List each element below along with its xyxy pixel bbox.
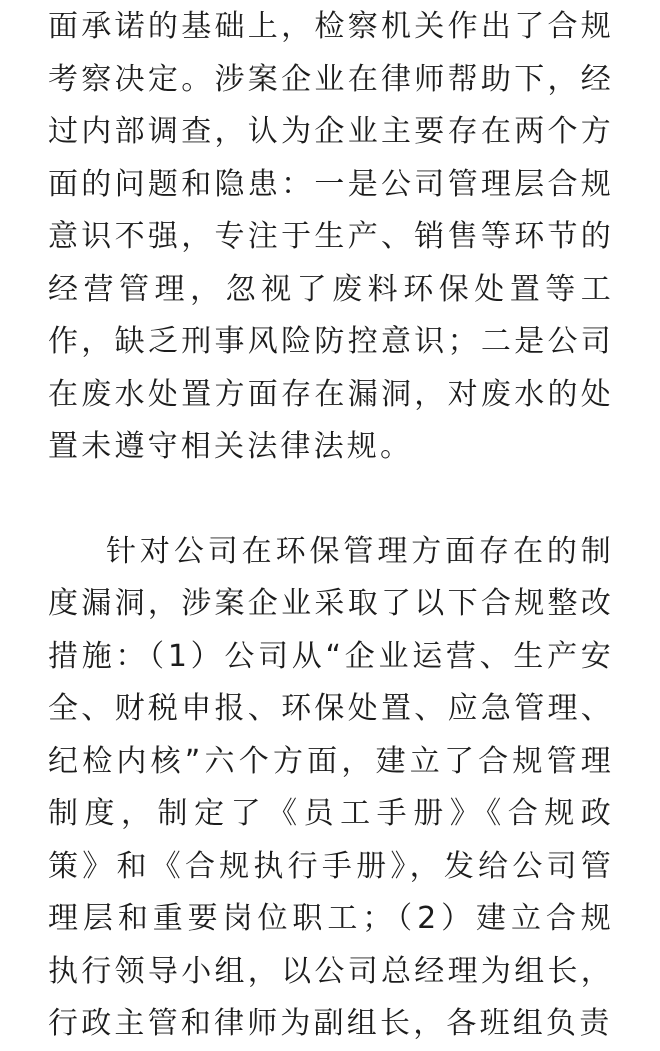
paragraph-rectification-measures: 针对公司在环保管理方面存在的制度漏洞，涉案企业采取了以下合规整改措施：（1）公司从“企业运营、生产安全、财税申报、环保处置、应急管理、纪检内核”六个方面，建立了合规管理制度，制定了《员工手册》《合规政策》和《合规执行手册》，发给公司管理层和重要岗位职工；（2）建立合规执行领导小组，以公司总经理为组长，行政主管和律师为副组长，各班组负责 bbox=[48, 533, 614, 1041]
paragraph-compliance-investigation: 面承诺的基础上，检察机关作出了合规考察决定。涉案企业在律师帮助下，经过内部调查，认为企业主要存在两个方面的问题和隐患：一是公司管理层合规意识不强，专注于生产、销售等环节的经营管理，忽视了废料环保处置等工作，缺乏刑事风险防控意识；二是公司在废水处置方面存在漏洞，对废水的处置未遵守相关法律法规。 bbox=[48, 9, 614, 464]
